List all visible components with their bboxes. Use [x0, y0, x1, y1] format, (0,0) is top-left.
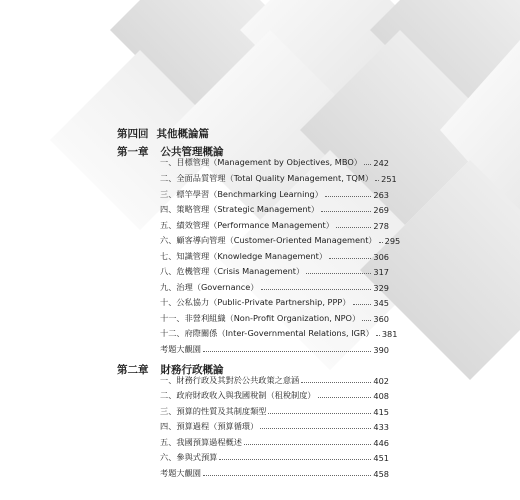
toc-entry-page: 263 — [373, 190, 389, 200]
dot-leader — [379, 242, 383, 243]
toc-entry-page: 269 — [373, 205, 389, 215]
dot-leader — [364, 164, 371, 165]
toc-entry-label: 十、公私協力（Public-Private Partnership, PPP） — [160, 297, 351, 307]
toc-entry-page: 451 — [373, 453, 389, 463]
toc-entry-label: 六、顧客導向管理（Customer-Oriented Management） — [160, 235, 377, 245]
toc-entry-label: 二、全面品質管理（Total Quality Management, TQM） — [160, 173, 374, 183]
dot-leader — [261, 289, 372, 290]
chapter-title: 公共管理概論 — [160, 146, 224, 158]
toc-entry-page: 278 — [373, 221, 389, 231]
chapter-title: 財務行政概論 — [160, 364, 224, 376]
dot-leader — [375, 180, 379, 181]
dot-leader — [203, 351, 371, 352]
toc-entry-label: 五、績效管理（Performance Management） — [160, 220, 334, 230]
toc-entry-label: 十一、非營利組織（Non-Profit Organization, NPO） — [160, 313, 361, 323]
toc-entry-label: 二、政府財政收入與我國稅制（租稅制度） — [160, 390, 316, 400]
toc-entry[interactable] — [160, 294, 389, 308]
toc-entry[interactable] — [160, 449, 389, 463]
toc-entry-page: 433 — [373, 422, 389, 432]
toc-entry-label: 九、治理（Governance） — [160, 282, 259, 292]
toc-entry-label: 四、預算過程（預算循環） — [160, 421, 259, 431]
toc-entry[interactable] — [160, 154, 389, 168]
toc-entry[interactable] — [160, 341, 389, 355]
toc-entry-label: 三、預算的性質及其制度類型 — [160, 406, 267, 416]
toc-entry-page: 381 — [381, 329, 398, 339]
part-number: 第四回 — [117, 128, 149, 140]
toc-entry[interactable] — [160, 403, 389, 417]
dot-leader — [376, 335, 380, 336]
dot-leader — [306, 273, 371, 274]
chapter-number: 第一章 — [117, 146, 149, 158]
toc-entry-label: 五、我國預算過程概述 — [160, 437, 242, 447]
toc-entry[interactable] — [160, 465, 389, 479]
toc-entry[interactable] — [160, 263, 389, 277]
toc-entry[interactable] — [160, 186, 389, 200]
toc-entry-page: 345 — [373, 298, 389, 308]
toc-entry-label: 四、策略管理（Strategic Management） — [160, 204, 320, 214]
dot-leader — [318, 397, 372, 398]
toc-entry-page: 251 — [381, 174, 397, 184]
dot-leader — [219, 459, 371, 460]
dot-leader — [362, 320, 371, 321]
toc-entry[interactable] — [160, 310, 389, 324]
part-heading — [117, 126, 209, 141]
toc-entry-page: 446 — [373, 438, 389, 448]
toc-entry-label: 三、標竿學習（Benchmarking Learning） — [160, 189, 323, 199]
toc-entry-label: 一、目標管理（Management by Objectives, MBO） — [160, 157, 362, 167]
toc-entry-page: 408 — [373, 391, 389, 401]
toc-entry[interactable] — [160, 418, 389, 432]
dot-leader — [301, 382, 371, 383]
toc-entry[interactable] — [160, 170, 397, 184]
toc-entry[interactable] — [160, 325, 398, 339]
dot-leader — [353, 304, 372, 305]
toc-entry-page: 329 — [373, 283, 389, 293]
toc-entry-label: 八、危機管理（Crisis Management） — [160, 266, 305, 276]
dot-leader — [329, 258, 371, 259]
toc-entry-label: 考題大觀園 — [160, 344, 201, 354]
toc-entry-label: 十二、府際關係（Inter-Governmental Relations, IGR） — [160, 328, 374, 338]
toc-entry[interactable] — [160, 201, 389, 215]
dot-leader — [203, 475, 371, 476]
toc-entry-label: 七、知識管理（Knowledge Management） — [160, 251, 328, 261]
dot-leader — [321, 211, 371, 212]
part-title: 其他概論篇 — [156, 128, 209, 140]
dot-leader — [260, 428, 371, 429]
toc-entry-page: 402 — [373, 376, 389, 386]
toc-entry[interactable] — [160, 248, 389, 262]
toc-entry[interactable] — [160, 217, 389, 231]
toc-entry[interactable] — [160, 232, 401, 246]
toc-entry-label: 一、財務行政及其對於公共政策之意涵 — [160, 375, 300, 385]
dot-leader — [268, 413, 371, 414]
toc-entry-page: 458 — [373, 469, 389, 479]
toc-entry[interactable] — [160, 434, 389, 448]
dot-leader — [244, 444, 371, 445]
toc-entry-page: 317 — [373, 267, 389, 277]
toc-entry-page: 360 — [373, 314, 389, 324]
toc-entry-page: 415 — [373, 407, 389, 417]
toc-entry[interactable] — [160, 279, 389, 293]
toc-entry[interactable] — [160, 387, 389, 401]
toc-entry-page: 390 — [373, 345, 389, 355]
toc-entry-label: 六、參與式預算 — [160, 452, 218, 462]
toc-entry-page: 242 — [373, 158, 389, 168]
toc-entry-page: 295 — [384, 236, 401, 246]
dot-leader — [325, 196, 371, 197]
toc-entry[interactable] — [160, 372, 389, 386]
toc-entry-page: 306 — [373, 252, 389, 262]
dot-leader — [336, 227, 371, 228]
toc-entry-label: 考題大觀園 — [160, 468, 201, 478]
chapter-number: 第二章 — [117, 364, 149, 376]
